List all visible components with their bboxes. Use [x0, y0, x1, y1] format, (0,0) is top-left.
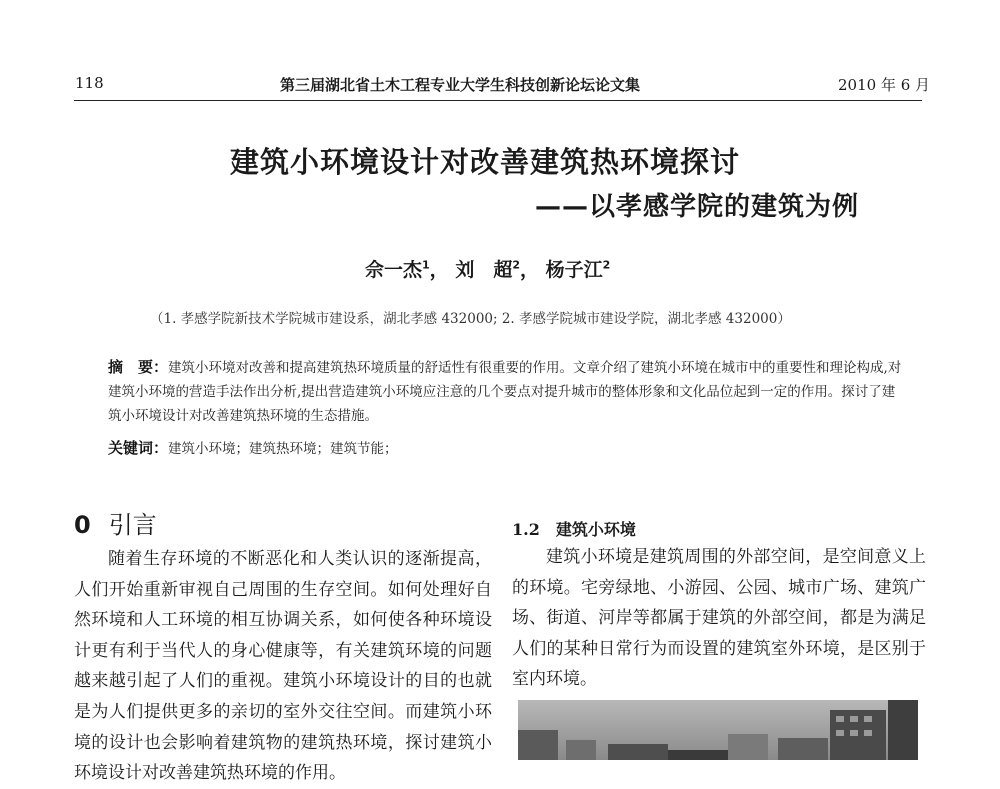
author-name: 刘 超: [455, 259, 513, 281]
author-separator: ，: [519, 259, 539, 281]
intro-paragraph: 随着生存环境的不断恶化和人类认识的逐渐提高，人们开始重新审视自己周围的生存空间。如何处理好自然环境和人工环境的相互协调关系，如何使各种环境设计更有利于当代人的身心健康等，有关建筑环境的问题越来越引起了人们的重视。建筑小环境设计的目的也就是为人们提供更多的亲切的室外交往空间。而建筑小环境的设计也会影响着建筑物的建筑热环境，探讨建筑小环境设计对改善建筑热环境的作用。: [74, 549, 492, 784]
paper-title: 建筑小环境设计对改善建筑热环境探讨: [230, 145, 741, 179]
section-1-2-paragraph: 建筑小环境是建筑周围的外部空间，是空间意义上的环境。宅旁绿地、小游园、公园、城市广场、建筑广场、街道、河岸等都属于建筑的外部空间，都是为满足人们的某种日常行为而设置的建筑室外环境，是区别于室内环境。: [512, 547, 926, 690]
abstract-label: 摘 要：: [108, 358, 169, 376]
abstract: [108, 355, 908, 428]
building-photo: [518, 700, 918, 760]
journal-title: 第三届湖北省土木工程专业大学生科技创新论坛论文集: [280, 76, 641, 94]
abstract-text: 建筑小环境对改善和提高建筑热环境质量的舒适性有很重要的作用。文章介绍了建筑小环境在城市中的重要性和理论构成,对建筑小环境的营造手法作出分析,提出营造建筑小环境应注意的几个要点对提升城市的整体形象和文化品位起到一定的作用。探讨了建筑小环境设计对改善建筑热环境的生态措施。: [108, 360, 902, 424]
section-number: 0: [74, 511, 91, 539]
affiliations: （1. 孝感学院新技术学院城市建设系，湖北孝感 432000; 2. 孝感学院城市建设学院，湖北孝感 432000）: [150, 311, 791, 327]
section-heading-intro: [74, 505, 157, 540]
author-name: 佘一杰: [365, 259, 423, 281]
paper-subtitle: ——以孝感学院的建筑为例: [535, 192, 860, 222]
keywords-label: 关键词：: [108, 439, 169, 457]
author-name: 杨子江: [545, 259, 603, 281]
publication-date: 2010 年 6 月: [838, 76, 931, 94]
keywords-text: 建筑小环境；建筑热环境；建筑节能；: [168, 441, 398, 457]
author-list: [365, 255, 610, 282]
section-title: 建筑小环境: [555, 520, 636, 539]
section-heading-1-2: [512, 517, 636, 540]
header-rule: [74, 100, 922, 101]
section-number: 1.2: [512, 520, 540, 539]
page-number: 118: [75, 74, 104, 92]
author-affiliation-mark: 2: [512, 258, 520, 272]
author-affiliation-mark: 1: [422, 258, 430, 272]
author-separator: ，: [429, 259, 449, 281]
author-affiliation-mark: 2: [602, 258, 611, 272]
section-title: 引言: [108, 511, 157, 539]
keywords: [108, 437, 398, 458]
